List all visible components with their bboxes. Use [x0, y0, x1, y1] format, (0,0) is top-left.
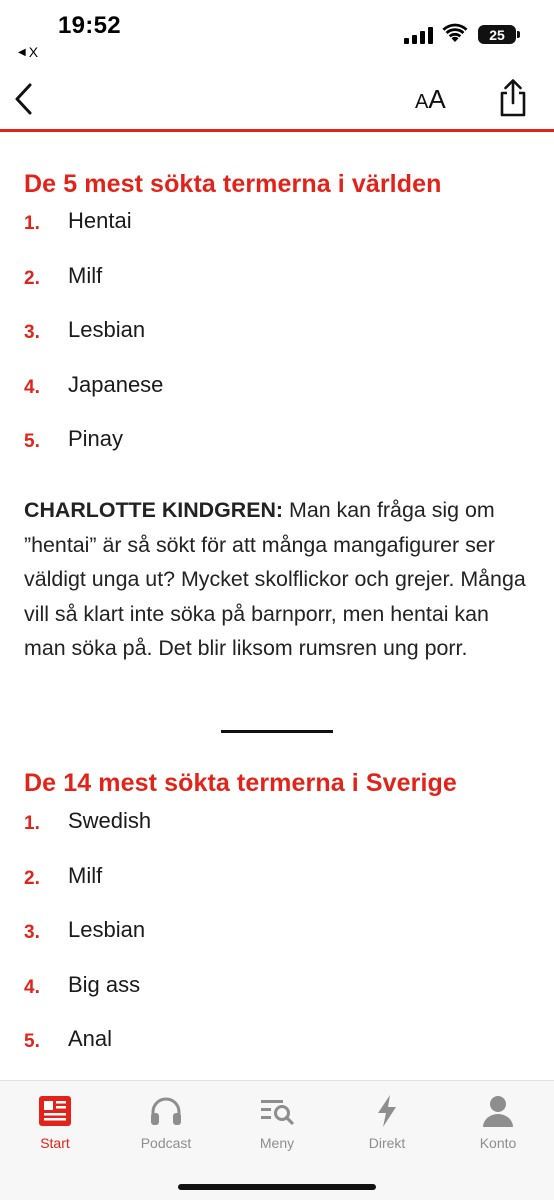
share-icon[interactable] — [496, 78, 530, 118]
list-item-term: Hentai — [68, 208, 132, 233]
list-item-number: 1. — [24, 813, 40, 834]
list-item — [24, 263, 524, 318]
list-item-number: 4. — [24, 976, 40, 998]
text-size-button[interactable]: AA — [415, 84, 446, 114]
battery-icon: 25 — [478, 25, 516, 44]
status-time: 19:52 — [58, 12, 121, 39]
back-triangle-icon: ◀ — [18, 46, 26, 58]
list-item — [24, 863, 524, 918]
list-item-number: 4. — [24, 376, 40, 398]
list-item-term: Japanese — [68, 371, 164, 397]
list-item — [24, 208, 524, 263]
list-item — [24, 1026, 524, 1080]
tab-podcast[interactable] — [116, 1091, 216, 1151]
list-item — [24, 972, 524, 1027]
nav-bar — [0, 70, 554, 132]
world-terms-list — [24, 208, 524, 481]
list-item-number: 5. — [24, 431, 40, 452]
person-icon — [478, 1091, 518, 1131]
back-app-label: X — [28, 44, 39, 60]
cellular-signal-icon — [404, 26, 433, 44]
back-to-app[interactable] — [18, 44, 38, 60]
chevron-left-icon[interactable] — [10, 80, 40, 118]
wifi-icon — [442, 22, 468, 44]
list-item — [24, 917, 524, 972]
list-item-term: Anal — [68, 1026, 113, 1051]
battery-nub — [517, 31, 520, 38]
section-divider — [221, 730, 333, 733]
quote-speaker: CHARLOTTE KINDGREN: — [24, 498, 284, 522]
list-item-term: Lesbian — [68, 317, 146, 342]
quote-text: Man kan fråga sig om ”hentai” är så sökt för att många mangafigurer ser väldigt unga ut? Mycket skolflickor och grejer. Många vill så klart inte söka på barnporr, men hentai kan man söka på. Det blir liksom rumsren ung porr. — [24, 498, 526, 661]
tab-label: Podcast — [140, 1135, 192, 1151]
tab-konto[interactable] — [448, 1091, 548, 1151]
world-section-heading: De 5 mest sökta termerna i världen — [24, 170, 442, 198]
list-item — [24, 372, 524, 427]
tab-bar — [0, 1080, 554, 1200]
sweden-terms-list — [24, 808, 524, 1080]
status-bar — [0, 0, 554, 70]
list-item-number: 3. — [24, 322, 40, 343]
tab-meny[interactable] — [227, 1091, 327, 1151]
list-item-term: Lesbian — [68, 917, 146, 942]
newspaper-icon — [35, 1091, 75, 1131]
tab-direkt[interactable] — [337, 1091, 437, 1151]
article-content — [0, 135, 554, 1080]
list-item-term: Milf — [68, 262, 103, 288]
text-size-icon: A — [415, 91, 429, 113]
quote-paragraph — [24, 493, 534, 666]
lightning-icon — [367, 1091, 407, 1131]
menu-search-icon — [257, 1091, 297, 1131]
list-item-term: Swedish — [68, 808, 152, 833]
list-item — [24, 808, 524, 863]
list-item-number: 3. — [24, 922, 40, 943]
list-item-number: 5. — [24, 1031, 40, 1052]
tab-label: Konto — [479, 1135, 517, 1151]
tab-start[interactable] — [5, 1091, 105, 1151]
list-item-term: Pinay — [68, 426, 124, 451]
sweden-section-heading: De 14 mest sökta termerna i Sverige — [24, 769, 457, 797]
list-item-number: 1. — [24, 213, 40, 234]
home-indicator[interactable] — [178, 1184, 376, 1190]
headphones-icon — [146, 1091, 186, 1131]
tab-label: Direkt — [368, 1135, 406, 1151]
list-item-number: 2. — [24, 267, 40, 289]
tab-label: Meny — [259, 1135, 295, 1151]
list-item-term: Milf — [68, 862, 103, 888]
list-item — [24, 426, 524, 481]
list-item-term: Big ass — [68, 971, 141, 997]
list-item-number: 2. — [24, 867, 40, 889]
list-item — [24, 317, 524, 372]
tab-label: Start — [40, 1135, 70, 1151]
